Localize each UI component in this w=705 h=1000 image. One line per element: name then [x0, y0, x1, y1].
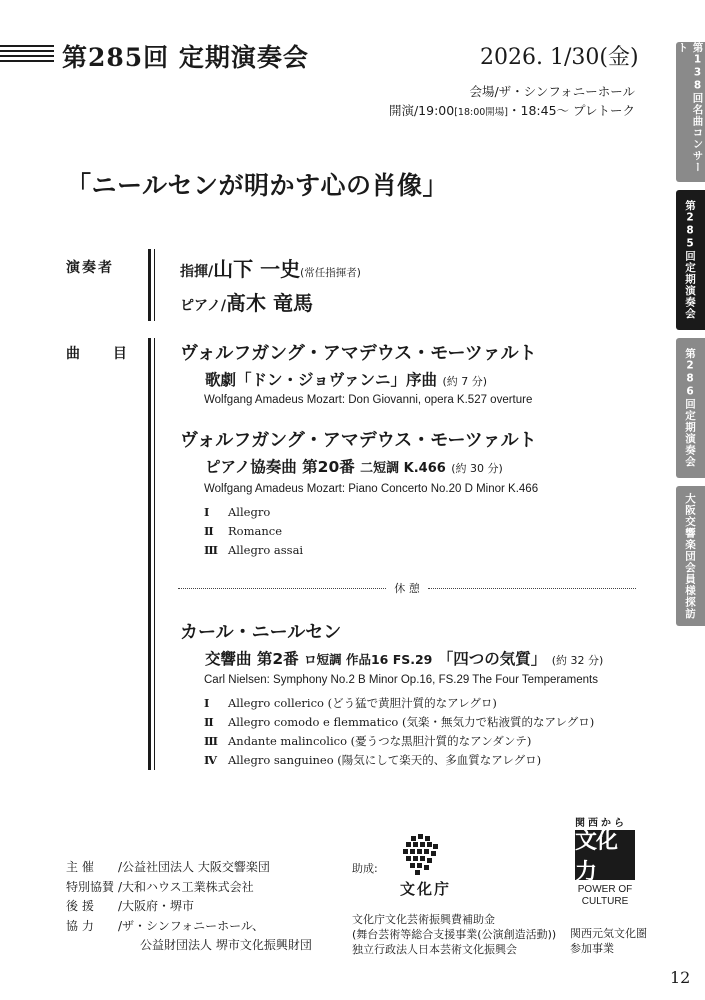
credit-row: 特別協賛 /大和ハウス工業株式会社: [66, 879, 254, 894]
bunkacho-logo-icon: [400, 832, 444, 876]
side-tab-138[interactable]: 第138回名曲コンサート: [676, 42, 705, 182]
page-number: 12: [670, 968, 691, 987]
kansai-heading: 関西から: [575, 818, 627, 829]
credit-row: 後 援 /大阪府・堺市: [66, 899, 195, 913]
conductor-name: 山下 一史: [213, 257, 301, 281]
piece-3-movements: [204, 694, 594, 770]
piano-line: [180, 287, 313, 316]
piece-2-key: 二短調 K.466: [360, 461, 446, 476]
time-talk: ・18:45〜 プレトーク: [508, 103, 635, 118]
credit-row: 公益財団法人 堺市文化振興財団: [140, 938, 312, 952]
piano-role: ピアノ/: [180, 298, 226, 314]
time-main: 開演/19:00: [388, 103, 455, 118]
power-of-culture-logo: 文化力: [575, 830, 635, 880]
intermission-divider: [178, 580, 636, 596]
piece-3-title: 交響曲 第2番: [205, 650, 299, 668]
bunkacho-wordmark: 文化庁: [400, 880, 452, 898]
conductor-line: [180, 253, 361, 282]
intermission-label: 休 憩: [394, 582, 420, 595]
piano-name: 髙木 竜馬: [226, 291, 313, 315]
dotted-rule: [428, 588, 636, 589]
credit-row: 主 催 /公益社団法人 大阪交響楽団: [66, 860, 270, 874]
movement-item: Ⅲ Allegro assai: [204, 543, 304, 557]
credits-block: [66, 858, 312, 956]
time-doors: [18:00開場]: [454, 107, 508, 118]
concert-date: 2026. 1/30(金): [480, 45, 639, 70]
movement-item: Ⅰ Allegro collerico (どう猛で黄胆汁質的なアレグロ): [204, 696, 497, 710]
piece-2-title: ピアノ協奏曲 第20番: [205, 458, 355, 476]
piece-1-duration: (約 7 分): [442, 375, 488, 388]
piece-1-english: Wolfgang Amadeus Mozart: Don Giovanni, opera K.527 overture: [204, 394, 533, 406]
piece-2-english: Wolfgang Amadeus Mozart: Piano Concerto No.20 D Minor K.466: [204, 483, 539, 495]
credit-row: 協 力 /ザ・シンフォニーホール、: [66, 918, 264, 933]
program-label: 曲 目: [66, 346, 141, 362]
concert-theme: 「ニールセンが明かす心の肖像」: [66, 171, 449, 200]
movement-item: Ⅳ Allegro sanguineo (陽気にして楽天的、多血質なアレグロ): [204, 753, 542, 767]
program-bar-thin: [154, 338, 155, 770]
piece-2-composer: ヴォルフガング・アマデウス・モーツァルト: [180, 430, 537, 451]
time-line: [389, 101, 635, 122]
side-tab-members[interactable]: 大阪交響楽団会員様探訪: [676, 486, 705, 626]
performers-label: 演奏者: [66, 260, 114, 276]
piece-2-duration: (約 30 分): [451, 462, 503, 475]
movement-item: Ⅲ Andante malincolico (憂うつな黒胆汁質的なアンダンテ): [204, 734, 532, 748]
side-tab-285[interactable]: 第285回定期演奏会: [676, 190, 705, 330]
performers-bar-thin: [154, 249, 155, 321]
power-of-culture-text: POWER OF CULTURE: [577, 884, 633, 907]
side-tab-286[interactable]: 第286回定期演奏会: [676, 338, 705, 478]
venue-line: 会場/ザ・シンフォニーホール: [469, 84, 635, 99]
performers-bar: [148, 249, 151, 321]
header-rule-lines: [0, 45, 54, 67]
conductor-note: (常任指揮者): [300, 267, 361, 279]
piece-3-nickname: 「四つの気質」: [437, 650, 547, 668]
piece-3-work: [205, 647, 603, 669]
piece-2-work: [205, 455, 503, 477]
piece-3-duration: (約 32 分): [551, 654, 604, 667]
movement-item: Ⅱ Allegro comodo e flemmatico (気楽・無気力で粘液質的なアレグロ): [204, 715, 595, 729]
subsidy-details: [352, 912, 556, 957]
movement-item: Ⅱ Romance: [204, 524, 282, 538]
venue-info: [389, 82, 635, 122]
program-bar: [148, 338, 151, 770]
conductor-role: 指揮/: [180, 264, 214, 280]
piece-2-movements: [204, 503, 303, 560]
concert-title: 第285回 定期演奏会: [62, 43, 309, 72]
piece-1-composer: ヴォルフガング・アマデウス・モーツァルト: [180, 343, 537, 364]
subsidy-line: 文化庁文化芸術振興費補助金: [352, 913, 495, 926]
movement-item: Ⅰ Allegro: [204, 505, 271, 519]
dotted-rule: [178, 588, 386, 589]
piece-3-key: ロ短調 作品16 FS.29: [304, 652, 433, 667]
piece-3-english: Carl Nielsen: Symphony No.2 B Minor Op.16, FS.29 The Four Temperaments: [204, 674, 598, 686]
piece-1-title: 歌劇「ドン・ジョヴァンニ」序曲: [205, 371, 438, 389]
kansai-participation: 関西元気文化圏 参加事業: [570, 927, 647, 955]
subsidy-line: 独立行政法人日本芸術文化振興会: [352, 943, 517, 956]
piece-3-composer: カール・ニールセン: [180, 622, 342, 643]
subsidy-label: 助成:: [352, 862, 378, 875]
subsidy-line: (舞台芸術等総合支援事業(公演創造活動)): [352, 928, 557, 941]
piece-1-work: [205, 368, 487, 390]
